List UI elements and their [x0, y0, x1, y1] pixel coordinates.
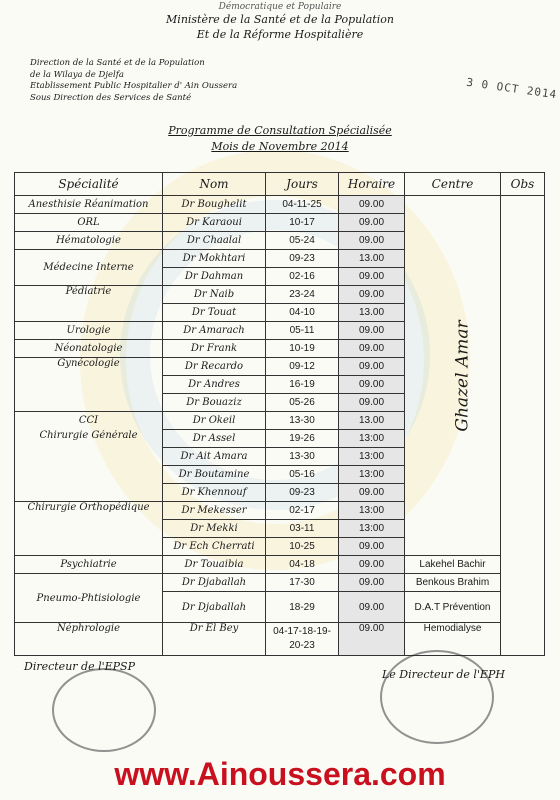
cell-centre: D.A.T Prévention	[405, 592, 501, 623]
official-stamp-left	[52, 668, 156, 752]
consultation-table	[14, 172, 545, 656]
header-specialite: Spécialité	[15, 173, 163, 196]
cell-horaire: 09.00	[339, 286, 405, 304]
cell-jours: 04-11-25	[266, 196, 339, 214]
cell-specialite: Gynécologie	[15, 358, 163, 412]
cell-horaire: 13:00	[339, 466, 405, 484]
issuer-line: Direction de la Santé et de la Population	[30, 58, 205, 68]
issuer-line: Sous Direction des Services de Santé	[30, 92, 192, 103]
cell-nom: Dr Mekki	[163, 520, 266, 538]
ministry-title: Ministère de la Santé et de la Population	[166, 13, 394, 26]
cell-nom: Dr Okeil	[163, 412, 266, 430]
cell-specialite: Médecine Interne	[15, 250, 163, 286]
cell-horaire: 09.00	[339, 322, 405, 340]
cell-specialite: Psychiatrie	[15, 556, 163, 574]
cell-horaire: 09.00	[339, 376, 405, 394]
cell-specialite: Hématologie	[15, 232, 163, 250]
table-row	[15, 196, 545, 214]
cell-jours: 04-17-18-19-20-23	[266, 623, 339, 656]
header-nom: Nom	[163, 173, 266, 196]
centre-main-label: Ghazel Amar	[452, 319, 473, 432]
cell-nom: Dr El Bey	[163, 623, 266, 656]
cell-specialite: Urologie	[15, 322, 163, 340]
cell-horaire: 09.00	[339, 556, 405, 574]
cell-horaire: 09.00	[339, 623, 405, 656]
cell-jours: 04-10	[266, 304, 339, 322]
cell-jours: 13-30	[266, 412, 339, 430]
cell-jours: 19-26	[266, 430, 339, 448]
cell-jours: 03-11	[266, 520, 339, 538]
cell-nom: Dr Mokhtari	[163, 250, 266, 268]
cell-horaire: 09.00	[339, 394, 405, 412]
cell-horaire: 09.00	[339, 214, 405, 232]
issuer-line: Etablissement Public Hospitalier d' Ain Oussera	[30, 81, 238, 91]
cell-nom: Dr Touat	[163, 304, 266, 322]
issuer-line: de la Wilaya de Djelfa	[30, 69, 124, 80]
header-jours: Jours	[266, 173, 339, 196]
cell-nom: Dr Karaoui	[163, 214, 266, 232]
date-stamp: 3 0 OCT 2014	[465, 75, 558, 102]
cell-jours: 23-24	[266, 286, 339, 304]
cell-centre: Lakehel Bachir	[405, 556, 501, 574]
cell-horaire: 13:00	[339, 520, 405, 538]
cell-jours: 10-25	[266, 538, 339, 556]
cell-specialite: Pneumo-Phtisiologie	[15, 574, 163, 623]
cell-nom: Dr Boutamine	[163, 466, 266, 484]
cell-nom: Dr Chaalal	[163, 232, 266, 250]
cell-nom: Dr Mekesser	[163, 502, 266, 520]
cell-specialite: Chirurgie Orthopédique	[15, 502, 163, 556]
cell-horaire: 13.00	[339, 250, 405, 268]
cell-horaire: 13:00	[339, 448, 405, 466]
cell-specialite: ORL	[15, 214, 163, 232]
cell-nom: Dr Recardo	[163, 358, 266, 376]
cell-horaire: 09.00	[339, 592, 405, 623]
website-footer: www.Ainoussera.com	[114, 756, 446, 792]
cell-horaire: 09.00	[339, 232, 405, 250]
header-centre: Centre	[405, 173, 501, 196]
document-title: Programme de Consultation Spécialisée	[168, 124, 392, 137]
cell-specialite: CCI	[15, 412, 163, 430]
cell-jours: 05-11	[266, 322, 339, 340]
table-row	[15, 556, 545, 574]
header-obs: Obs	[501, 173, 545, 196]
cell-nom: Dr Dahman	[163, 268, 266, 286]
signature-right-title: Le Directeur de l'EPH	[382, 668, 505, 681]
header-horaire: Horaire	[339, 173, 405, 196]
cell-horaire: 09.00	[339, 484, 405, 502]
cell-horaire: 09.00	[339, 574, 405, 592]
cell-nom: Dr Assel	[163, 430, 266, 448]
cell-obs	[501, 196, 545, 656]
cell-nom: Dr Ait Amara	[163, 448, 266, 466]
cell-horaire: 09.00	[339, 196, 405, 214]
cell-nom: Dr Boughelit	[163, 196, 266, 214]
cell-horaire: 13.00	[339, 304, 405, 322]
cell-jours: 09-12	[266, 358, 339, 376]
cell-horaire: 13:00	[339, 502, 405, 520]
cell-nom: Dr Bouaziz	[163, 394, 266, 412]
cell-nom: Dr Amarach	[163, 322, 266, 340]
cell-specialite: Chirurgie Générale	[15, 430, 163, 502]
cell-horaire: 09.00	[339, 538, 405, 556]
cell-horaire: 13:00	[339, 430, 405, 448]
cell-horaire: 13.00	[339, 412, 405, 430]
cell-specialite: Anesthisie Réanimation	[15, 196, 163, 214]
document-subtitle: Mois de Novembre 2014	[211, 140, 349, 153]
reform-title: Et de la Réforme Hospitalière	[196, 28, 364, 41]
cell-jours: 10-19	[266, 340, 339, 358]
cell-nom: Dr Andres	[163, 376, 266, 394]
cell-jours: 18-29	[266, 592, 339, 623]
cell-specialite: Néphrologie	[15, 623, 163, 656]
cell-centre: Hemodialyse	[405, 623, 501, 656]
cell-jours: 05-26	[266, 394, 339, 412]
cell-nom: Dr Frank	[163, 340, 266, 358]
cell-centre: Benkous Brahim	[405, 574, 501, 592]
cell-jours: 02-17	[266, 502, 339, 520]
cell-jours: 09-23	[266, 484, 339, 502]
cell-jours: 17-30	[266, 574, 339, 592]
cell-specialite: Pédiatrie	[15, 286, 163, 322]
cell-nom: Dr Djaballah	[163, 574, 266, 592]
table-header-row	[15, 173, 545, 196]
header-top-cut: Démocratique et Populaire	[218, 2, 342, 12]
cell-jours: 09-23	[266, 250, 339, 268]
cell-jours: 16-19	[266, 376, 339, 394]
cell-jours: 05-16	[266, 466, 339, 484]
cell-jours: 13-30	[266, 448, 339, 466]
cell-jours: 05-24	[266, 232, 339, 250]
cell-specialite: Néonatologie	[15, 340, 163, 358]
table-row	[15, 574, 545, 592]
cell-nom: Dr Khennouf	[163, 484, 266, 502]
table-row	[15, 623, 545, 656]
cell-horaire: 09.00	[339, 358, 405, 376]
cell-jours: 04-18	[266, 556, 339, 574]
issuer-block	[30, 58, 237, 104]
cell-jours: 02-16	[266, 268, 339, 286]
cell-horaire: 09.00	[339, 340, 405, 358]
cell-nom: Dr Touaibia	[163, 556, 266, 574]
official-stamp-right	[380, 650, 494, 744]
cell-horaire: 09.00	[339, 268, 405, 286]
signature-left-title: Directeur de l'EPSP	[24, 660, 135, 673]
cell-nom: Dr Naib	[163, 286, 266, 304]
cell-jours: 10-17	[266, 214, 339, 232]
cell-nom: Dr Ech Cherrati	[163, 538, 266, 556]
cell-nom: Dr Djaballah	[163, 592, 266, 623]
cell-centre-main	[405, 196, 501, 556]
